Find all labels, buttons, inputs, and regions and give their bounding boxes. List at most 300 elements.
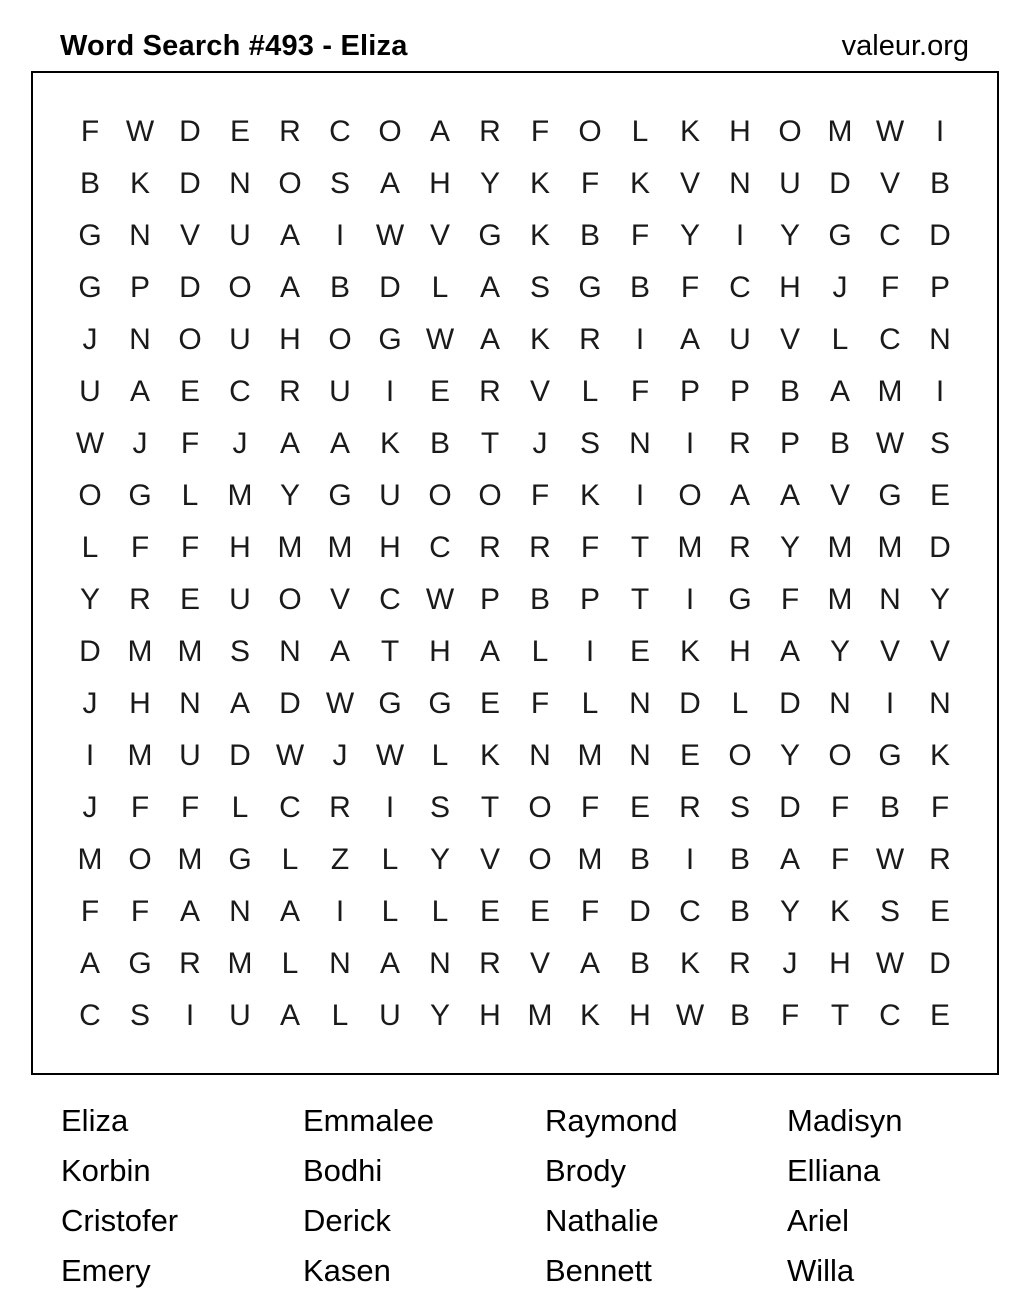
grid-letter[interactable]: F bbox=[80, 115, 100, 148]
grid-letter[interactable]: V bbox=[529, 375, 550, 408]
grid-letter[interactable]: J bbox=[232, 427, 248, 460]
grid-letter[interactable]: C bbox=[79, 999, 101, 1032]
grid-letter[interactable]: K bbox=[529, 323, 550, 356]
grid-letter[interactable]: N bbox=[629, 427, 651, 460]
grid-letter[interactable]: N bbox=[129, 323, 151, 356]
grid-letter[interactable]: O bbox=[678, 479, 702, 512]
grid-letter[interactable]: A bbox=[279, 271, 300, 304]
grid-letter[interactable]: W bbox=[675, 999, 705, 1032]
grid-letter[interactable]: U bbox=[179, 739, 201, 772]
grid-letter[interactable]: H bbox=[829, 947, 851, 980]
grid-letter[interactable]: O bbox=[828, 739, 852, 772]
grid-letter[interactable]: H bbox=[429, 167, 451, 200]
grid-letter[interactable]: I bbox=[585, 635, 595, 668]
grid-letter[interactable]: I bbox=[685, 843, 695, 876]
grid-letter[interactable]: N bbox=[829, 687, 851, 720]
grid-letter[interactable]: U bbox=[229, 323, 251, 356]
grid-letter[interactable]: L bbox=[431, 895, 449, 928]
grid-letter[interactable]: N bbox=[629, 687, 651, 720]
grid-letter[interactable]: G bbox=[878, 479, 902, 512]
grid-letter[interactable]: D bbox=[379, 271, 401, 304]
grid-letter[interactable]: V bbox=[529, 947, 550, 980]
grid-letter[interactable]: V bbox=[679, 167, 700, 200]
grid-letter[interactable]: F bbox=[680, 271, 700, 304]
grid-letter[interactable]: N bbox=[229, 895, 251, 928]
grid-letter[interactable]: N bbox=[729, 167, 751, 200]
grid-letter[interactable]: F bbox=[130, 895, 150, 928]
grid-letter[interactable]: G bbox=[128, 947, 152, 980]
grid-letter[interactable]: O bbox=[378, 115, 402, 148]
grid-letter[interactable]: C bbox=[879, 323, 901, 356]
grid-letter[interactable]: J bbox=[82, 687, 98, 720]
grid-letter[interactable]: M bbox=[177, 635, 203, 668]
grid-letter[interactable]: N bbox=[429, 947, 451, 980]
grid-letter[interactable]: S bbox=[229, 635, 250, 668]
grid-letter[interactable]: O bbox=[728, 739, 752, 772]
grid-letter[interactable]: P bbox=[729, 375, 750, 408]
grid-letter[interactable]: P bbox=[129, 271, 150, 304]
grid-letter[interactable]: O bbox=[328, 323, 352, 356]
grid-letter[interactable]: J bbox=[782, 947, 798, 980]
grid-letter[interactable]: P bbox=[479, 583, 500, 616]
grid-letter[interactable]: K bbox=[379, 427, 400, 460]
grid-letter[interactable]: H bbox=[129, 687, 151, 720]
grid-letter[interactable]: Y bbox=[79, 583, 100, 616]
grid-letter[interactable]: E bbox=[429, 375, 450, 408]
grid-letter[interactable]: R bbox=[179, 947, 201, 980]
grid-letter[interactable]: W bbox=[75, 427, 105, 460]
grid-letter[interactable]: L bbox=[281, 947, 299, 980]
grid-letter[interactable]: F bbox=[180, 791, 200, 824]
grid-letter[interactable]: B bbox=[629, 947, 650, 980]
grid-letter[interactable]: G bbox=[828, 219, 852, 252]
grid-letter[interactable]: M bbox=[277, 531, 303, 564]
grid-letter[interactable]: V bbox=[929, 635, 950, 668]
grid-letter[interactable]: L bbox=[81, 531, 99, 564]
grid-letter[interactable]: K bbox=[679, 947, 700, 980]
grid-letter[interactable]: M bbox=[577, 739, 603, 772]
grid-letter[interactable]: T bbox=[630, 583, 650, 616]
grid-letter[interactable]: R bbox=[529, 531, 551, 564]
grid-letter[interactable]: K bbox=[629, 167, 650, 200]
grid-letter[interactable]: J bbox=[82, 791, 98, 824]
grid-letter[interactable]: I bbox=[635, 479, 645, 512]
grid-letter[interactable]: U bbox=[379, 479, 401, 512]
grid-letter[interactable]: W bbox=[375, 739, 405, 772]
grid-letter[interactable]: E bbox=[479, 895, 500, 928]
grid-letter[interactable]: F bbox=[130, 791, 150, 824]
grid-letter[interactable]: D bbox=[929, 947, 951, 980]
grid-letter[interactable]: W bbox=[425, 323, 455, 356]
grid-letter[interactable]: A bbox=[429, 115, 450, 148]
grid-letter[interactable]: K bbox=[129, 167, 150, 200]
grid-letter[interactable]: V bbox=[879, 167, 900, 200]
grid-letter[interactable]: U bbox=[779, 167, 801, 200]
grid-letter[interactable]: D bbox=[79, 635, 101, 668]
grid-letter[interactable]: O bbox=[528, 843, 552, 876]
grid-letter[interactable]: E bbox=[929, 999, 950, 1032]
grid-letter[interactable]: A bbox=[679, 323, 700, 356]
grid-letter[interactable]: D bbox=[929, 531, 951, 564]
grid-letter[interactable]: L bbox=[381, 843, 399, 876]
grid-letter[interactable]: U bbox=[79, 375, 101, 408]
grid-letter[interactable]: K bbox=[479, 739, 500, 772]
grid-letter[interactable]: M bbox=[227, 479, 253, 512]
grid-letter[interactable]: I bbox=[85, 739, 95, 772]
grid-letter[interactable]: D bbox=[779, 687, 801, 720]
grid-letter[interactable]: K bbox=[579, 479, 600, 512]
grid-letter[interactable]: N bbox=[329, 947, 351, 980]
grid-letter[interactable]: M bbox=[827, 115, 853, 148]
grid-letter[interactable]: V bbox=[179, 219, 200, 252]
grid-letter[interactable]: G bbox=[78, 271, 102, 304]
grid-letter[interactable]: O bbox=[128, 843, 152, 876]
grid-letter[interactable]: C bbox=[379, 583, 401, 616]
grid-letter[interactable]: M bbox=[327, 531, 353, 564]
grid-letter[interactable]: N bbox=[879, 583, 901, 616]
grid-letter[interactable]: O bbox=[278, 167, 302, 200]
grid-letter[interactable]: I bbox=[385, 791, 395, 824]
grid-letter[interactable]: H bbox=[279, 323, 301, 356]
grid-letter[interactable]: Y bbox=[779, 531, 800, 564]
grid-letter[interactable]: R bbox=[579, 323, 601, 356]
grid-letter[interactable]: D bbox=[179, 167, 201, 200]
grid-letter[interactable]: L bbox=[581, 687, 599, 720]
grid-letter[interactable]: A bbox=[279, 999, 300, 1032]
grid-letter[interactable]: F bbox=[880, 271, 900, 304]
grid-letter[interactable]: K bbox=[529, 167, 550, 200]
grid-letter[interactable]: D bbox=[229, 739, 251, 772]
grid-letter[interactable]: R bbox=[729, 427, 751, 460]
grid-letter[interactable]: H bbox=[729, 635, 751, 668]
grid-letter[interactable]: L bbox=[181, 479, 199, 512]
grid-letter[interactable]: L bbox=[381, 895, 399, 928]
grid-letter[interactable]: A bbox=[829, 375, 850, 408]
grid-letter[interactable]: B bbox=[329, 271, 350, 304]
grid-letter[interactable]: R bbox=[279, 375, 301, 408]
grid-letter[interactable]: T bbox=[830, 999, 850, 1032]
grid-letter[interactable]: D bbox=[629, 895, 651, 928]
grid-letter[interactable]: B bbox=[779, 375, 800, 408]
grid-letter[interactable]: R bbox=[729, 947, 751, 980]
grid-letter[interactable]: S bbox=[879, 895, 900, 928]
grid-letter[interactable]: U bbox=[229, 219, 251, 252]
grid-letter[interactable]: Y bbox=[279, 479, 300, 512]
grid-letter[interactable]: S bbox=[729, 791, 750, 824]
grid-letter[interactable]: M bbox=[77, 843, 103, 876]
grid-letter[interactable]: H bbox=[479, 999, 501, 1032]
grid-letter[interactable]: N bbox=[129, 219, 151, 252]
grid-letter[interactable]: B bbox=[429, 427, 450, 460]
grid-letter[interactable]: U bbox=[329, 375, 351, 408]
grid-letter[interactable]: T bbox=[480, 791, 500, 824]
grid-letter[interactable]: H bbox=[429, 635, 451, 668]
grid-letter[interactable]: B bbox=[729, 999, 750, 1032]
grid-letter[interactable]: S bbox=[329, 167, 350, 200]
grid-letter[interactable]: M bbox=[827, 531, 853, 564]
grid-letter[interactable]: C bbox=[679, 895, 701, 928]
grid-letter[interactable]: L bbox=[231, 791, 249, 824]
grid-letter[interactable]: H bbox=[379, 531, 401, 564]
grid-letter[interactable]: R bbox=[279, 115, 301, 148]
grid-letter[interactable]: A bbox=[279, 219, 300, 252]
grid-letter[interactable]: E bbox=[529, 895, 550, 928]
grid-letter[interactable]: P bbox=[779, 427, 800, 460]
grid-letter[interactable]: T bbox=[630, 531, 650, 564]
grid-letter[interactable]: Y bbox=[779, 219, 800, 252]
grid-letter[interactable]: M bbox=[127, 739, 153, 772]
grid-letter[interactable]: Y bbox=[679, 219, 700, 252]
grid-letter[interactable]: E bbox=[179, 375, 200, 408]
grid-letter[interactable]: E bbox=[179, 583, 200, 616]
grid-letter[interactable]: F bbox=[580, 895, 600, 928]
grid-letter[interactable]: B bbox=[629, 843, 650, 876]
grid-letter[interactable]: O bbox=[228, 271, 252, 304]
grid-letter[interactable]: I bbox=[385, 375, 395, 408]
grid-letter[interactable]: A bbox=[179, 895, 200, 928]
grid-letter[interactable]: R bbox=[479, 531, 501, 564]
grid-letter[interactable]: W bbox=[275, 739, 305, 772]
grid-letter[interactable]: F bbox=[780, 999, 800, 1032]
grid-letter[interactable]: W bbox=[875, 427, 905, 460]
grid-letter[interactable]: W bbox=[325, 687, 355, 720]
grid-letter[interactable]: T bbox=[380, 635, 400, 668]
grid-letter[interactable]: I bbox=[335, 219, 345, 252]
grid-letter[interactable]: L bbox=[531, 635, 549, 668]
grid-letter[interactable]: C bbox=[279, 791, 301, 824]
grid-letter[interactable]: B bbox=[879, 791, 900, 824]
grid-letter[interactable]: G bbox=[78, 219, 102, 252]
grid-letter[interactable]: O bbox=[578, 115, 602, 148]
grid-letter[interactable]: R bbox=[479, 115, 501, 148]
grid-letter[interactable]: C bbox=[879, 219, 901, 252]
grid-letter[interactable]: G bbox=[378, 687, 402, 720]
grid-letter[interactable]: G bbox=[878, 739, 902, 772]
grid-letter[interactable]: A bbox=[479, 323, 500, 356]
grid-letter[interactable]: B bbox=[729, 895, 750, 928]
grid-letter[interactable]: P bbox=[929, 271, 950, 304]
grid-letter[interactable]: D bbox=[779, 791, 801, 824]
grid-letter[interactable]: K bbox=[829, 895, 850, 928]
grid-letter[interactable]: A bbox=[379, 167, 400, 200]
grid-letter[interactable]: F bbox=[630, 219, 650, 252]
grid-letter[interactable]: S bbox=[429, 791, 450, 824]
grid-letter[interactable]: F bbox=[130, 531, 150, 564]
grid-letter[interactable]: E bbox=[679, 739, 700, 772]
grid-letter[interactable]: A bbox=[779, 635, 800, 668]
grid-letter[interactable]: B bbox=[79, 167, 100, 200]
grid-letter[interactable]: H bbox=[779, 271, 801, 304]
grid-letter[interactable]: I bbox=[735, 219, 745, 252]
grid-letter[interactable]: R bbox=[679, 791, 701, 824]
grid-letter[interactable]: K bbox=[679, 635, 700, 668]
grid-letter[interactable]: I bbox=[685, 427, 695, 460]
grid-letter[interactable]: F bbox=[830, 843, 850, 876]
grid-letter[interactable]: R bbox=[729, 531, 751, 564]
grid-letter[interactable]: S bbox=[929, 427, 950, 460]
grid-letter[interactable]: E bbox=[479, 687, 500, 720]
grid-letter[interactable]: V bbox=[479, 843, 500, 876]
grid-letter[interactable]: Y bbox=[479, 167, 500, 200]
grid-letter[interactable]: A bbox=[579, 947, 600, 980]
grid-letter[interactable]: G bbox=[128, 479, 152, 512]
grid-letter[interactable]: F bbox=[580, 531, 600, 564]
grid-letter[interactable]: G bbox=[478, 219, 502, 252]
grid-letter[interactable]: G bbox=[728, 583, 752, 616]
grid-letter[interactable]: M bbox=[677, 531, 703, 564]
grid-letter[interactable]: B bbox=[629, 271, 650, 304]
grid-letter[interactable]: G bbox=[328, 479, 352, 512]
grid-letter[interactable]: S bbox=[529, 271, 550, 304]
grid-letter[interactable]: Y bbox=[829, 635, 850, 668]
grid-letter[interactable]: F bbox=[580, 167, 600, 200]
grid-letter[interactable]: E bbox=[629, 791, 650, 824]
grid-letter[interactable]: G bbox=[228, 843, 252, 876]
grid-letter[interactable]: O bbox=[78, 479, 102, 512]
grid-letter[interactable]: O bbox=[178, 323, 202, 356]
grid-letter[interactable]: A bbox=[479, 271, 500, 304]
grid-letter[interactable]: B bbox=[929, 167, 950, 200]
grid-letter[interactable]: J bbox=[132, 427, 148, 460]
grid-letter[interactable]: N bbox=[179, 687, 201, 720]
grid-letter[interactable]: A bbox=[279, 895, 300, 928]
grid-letter[interactable]: K bbox=[929, 739, 950, 772]
grid-letter[interactable]: A bbox=[779, 479, 800, 512]
grid-letter[interactable]: Y bbox=[779, 739, 800, 772]
grid-letter[interactable]: V bbox=[879, 635, 900, 668]
grid-letter[interactable]: E bbox=[929, 895, 950, 928]
grid-letter[interactable]: R bbox=[929, 843, 951, 876]
grid-letter[interactable]: L bbox=[731, 687, 749, 720]
grid-letter[interactable]: M bbox=[877, 375, 903, 408]
grid-letter[interactable]: P bbox=[579, 583, 600, 616]
grid-letter[interactable]: I bbox=[635, 323, 645, 356]
grid-letter[interactable]: F bbox=[580, 791, 600, 824]
grid-letter[interactable]: D bbox=[679, 687, 701, 720]
grid-letter[interactable]: F bbox=[830, 791, 850, 824]
grid-letter[interactable]: A bbox=[729, 479, 750, 512]
grid-letter[interactable]: A bbox=[779, 843, 800, 876]
grid-letter[interactable]: H bbox=[629, 999, 651, 1032]
grid-letter[interactable]: L bbox=[831, 323, 849, 356]
grid-letter[interactable]: P bbox=[679, 375, 700, 408]
grid-letter[interactable]: T bbox=[480, 427, 500, 460]
grid-letter[interactable]: A bbox=[329, 635, 350, 668]
grid-letter[interactable]: J bbox=[82, 323, 98, 356]
grid-letter[interactable]: A bbox=[479, 635, 500, 668]
grid-letter[interactable]: W bbox=[425, 583, 455, 616]
grid-letter[interactable]: Y bbox=[429, 999, 450, 1032]
grid-letter[interactable]: C bbox=[729, 271, 751, 304]
grid-letter[interactable]: R bbox=[329, 791, 351, 824]
grid-letter[interactable]: V bbox=[429, 219, 450, 252]
grid-letter[interactable]: S bbox=[129, 999, 150, 1032]
grid-letter[interactable]: I bbox=[335, 895, 345, 928]
grid-letter[interactable]: K bbox=[679, 115, 700, 148]
grid-letter[interactable]: A bbox=[229, 687, 250, 720]
grid-letter[interactable]: D bbox=[929, 219, 951, 252]
grid-letter[interactable]: I bbox=[885, 687, 895, 720]
grid-letter[interactable]: E bbox=[929, 479, 950, 512]
grid-letter[interactable]: D bbox=[179, 115, 201, 148]
grid-letter[interactable]: F bbox=[930, 791, 950, 824]
grid-letter[interactable]: I bbox=[935, 375, 945, 408]
grid-letter[interactable]: M bbox=[177, 843, 203, 876]
grid-letter[interactable]: N bbox=[529, 739, 551, 772]
grid-letter[interactable]: G bbox=[428, 687, 452, 720]
grid-letter[interactable]: D bbox=[829, 167, 851, 200]
grid-letter[interactable]: R bbox=[479, 375, 501, 408]
grid-letter[interactable]: W bbox=[875, 947, 905, 980]
grid-letter[interactable]: W bbox=[125, 115, 155, 148]
grid-letter[interactable]: F bbox=[180, 427, 200, 460]
grid-letter[interactable]: O bbox=[778, 115, 802, 148]
grid-letter[interactable]: A bbox=[379, 947, 400, 980]
grid-letter[interactable]: H bbox=[729, 115, 751, 148]
grid-letter[interactable]: J bbox=[332, 739, 348, 772]
grid-letter[interactable]: O bbox=[528, 791, 552, 824]
grid-letter[interactable]: L bbox=[281, 843, 299, 876]
grid-letter[interactable]: Y bbox=[779, 895, 800, 928]
grid-letter[interactable]: O bbox=[428, 479, 452, 512]
grid-letter[interactable]: W bbox=[375, 219, 405, 252]
grid-letter[interactable]: F bbox=[530, 479, 550, 512]
grid-letter[interactable]: C bbox=[229, 375, 251, 408]
grid-letter[interactable]: F bbox=[530, 687, 550, 720]
grid-letter[interactable]: N bbox=[629, 739, 651, 772]
grid-letter[interactable]: M bbox=[527, 999, 553, 1032]
grid-letter[interactable]: N bbox=[279, 635, 301, 668]
grid-letter[interactable]: B bbox=[829, 427, 850, 460]
grid-letter[interactable]: B bbox=[529, 583, 550, 616]
grid-letter[interactable]: D bbox=[279, 687, 301, 720]
grid-letter[interactable]: I bbox=[935, 115, 945, 148]
grid-letter[interactable]: O bbox=[278, 583, 302, 616]
grid-letter[interactable]: F bbox=[530, 115, 550, 148]
grid-letter[interactable]: M bbox=[827, 583, 853, 616]
grid-letter[interactable]: U bbox=[229, 999, 251, 1032]
grid-letter[interactable]: S bbox=[579, 427, 600, 460]
grid-letter[interactable]: Y bbox=[929, 583, 950, 616]
grid-letter[interactable]: L bbox=[331, 999, 349, 1032]
grid-letter[interactable]: L bbox=[431, 271, 449, 304]
grid-letter[interactable]: F bbox=[780, 583, 800, 616]
grid-letter[interactable]: K bbox=[529, 219, 550, 252]
grid-letter[interactable]: R bbox=[479, 947, 501, 980]
grid-letter[interactable]: L bbox=[631, 115, 649, 148]
grid-letter[interactable]: C bbox=[429, 531, 451, 564]
grid-letter[interactable]: W bbox=[875, 115, 905, 148]
grid-letter[interactable]: D bbox=[179, 271, 201, 304]
grid-letter[interactable]: M bbox=[127, 635, 153, 668]
grid-letter[interactable]: M bbox=[227, 947, 253, 980]
grid-letter[interactable]: Y bbox=[429, 843, 450, 876]
grid-letter[interactable]: L bbox=[581, 375, 599, 408]
grid-letter[interactable]: F bbox=[180, 531, 200, 564]
grid-letter[interactable]: U bbox=[729, 323, 751, 356]
grid-letter[interactable]: B bbox=[729, 843, 750, 876]
grid-letter[interactable]: R bbox=[129, 583, 151, 616]
grid-letter[interactable]: J bbox=[532, 427, 548, 460]
grid-letter[interactable]: N bbox=[929, 323, 951, 356]
grid-letter[interactable]: M bbox=[577, 843, 603, 876]
grid-letter[interactable]: I bbox=[685, 583, 695, 616]
grid-letter[interactable]: U bbox=[379, 999, 401, 1032]
grid-letter[interactable]: E bbox=[629, 635, 650, 668]
grid-letter[interactable]: U bbox=[229, 583, 251, 616]
grid-letter[interactable]: N bbox=[229, 167, 251, 200]
grid-letter[interactable]: F bbox=[80, 895, 100, 928]
